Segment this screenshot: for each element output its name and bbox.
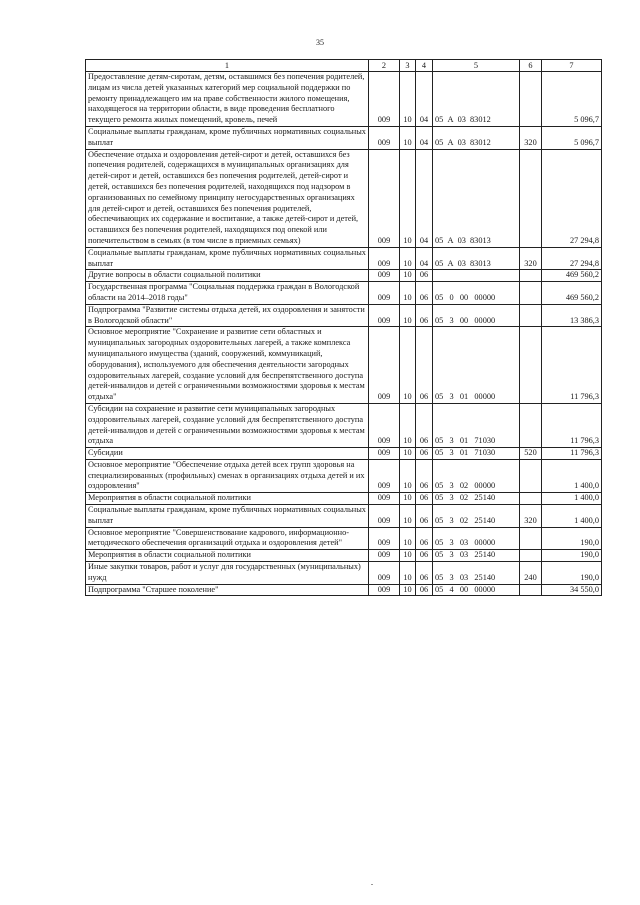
- row-amount: 469 560,2: [542, 270, 602, 282]
- header-col-7: 7: [542, 60, 602, 72]
- row-expense-type: [520, 550, 542, 562]
- row-subsection: 06: [416, 459, 433, 492]
- row-target-article: 05 3 03 25140: [433, 562, 520, 585]
- row-section: 10: [400, 584, 416, 596]
- row-target-article: 05 3 03 00000: [433, 527, 520, 550]
- row-name: Иные закупки товаров, работ и услуг для государственных (муниципальных) нужд: [86, 562, 369, 585]
- row-amount: 11 796,3: [542, 403, 602, 447]
- row-expense-type: [520, 403, 542, 447]
- row-subsection: 06: [416, 304, 433, 327]
- row-grbs: 009: [369, 270, 400, 282]
- header-col-1: 1: [86, 60, 369, 72]
- row-expense-type: [520, 72, 542, 127]
- table-row: [86, 493, 602, 505]
- row-subsection: 06: [416, 584, 433, 596]
- row-subsection: 06: [416, 282, 433, 305]
- table-row: [86, 282, 602, 305]
- row-grbs: 009: [369, 448, 400, 460]
- row-name: Предоставление детям-сиротам, детям, оставшимся без попечения родителей, лицам из числа детей указанных категорий мер социальной поддержки по ремонту принадлежащего им на праве собственности жилого помещения, находящегося на территории области, в виде проведения бесплатного текущего ремонта жилых помещений, кровель, печей: [86, 72, 369, 127]
- row-grbs: 009: [369, 527, 400, 550]
- table-row: [86, 403, 602, 447]
- row-target-article: 05 3 02 25140: [433, 505, 520, 528]
- row-name: Мероприятия в области социальной политики: [86, 493, 369, 505]
- row-amount: 1 400,0: [542, 505, 602, 528]
- row-subsection: 04: [416, 149, 433, 247]
- row-expense-type: 520: [520, 448, 542, 460]
- row-section: 10: [400, 126, 416, 149]
- row-grbs: 009: [369, 304, 400, 327]
- header-col-4: 4: [416, 60, 433, 72]
- row-amount: 190,0: [542, 562, 602, 585]
- row-section: 10: [400, 72, 416, 127]
- row-section: 10: [400, 327, 416, 404]
- row-subsection: 06: [416, 493, 433, 505]
- row-name: Государственная программа "Социальная поддержка граждан в Вологодской области на 2014–2018 годы": [86, 282, 369, 305]
- row-grbs: 009: [369, 584, 400, 596]
- row-amount: 11 796,3: [542, 448, 602, 460]
- row-section: 10: [400, 247, 416, 270]
- row-amount: 190,0: [542, 550, 602, 562]
- row-amount: 1 400,0: [542, 459, 602, 492]
- row-name: Социальные выплаты гражданам, кроме публичных нормативных социальных выплат: [86, 505, 369, 528]
- row-amount: 469 560,2: [542, 282, 602, 305]
- row-amount: 5 096,7: [542, 72, 602, 127]
- row-name: Другие вопросы в области социальной политики: [86, 270, 369, 282]
- row-target-article: 05 А 03 83013: [433, 149, 520, 247]
- row-target-article: 05 3 01 00000: [433, 327, 520, 404]
- row-grbs: 009: [369, 550, 400, 562]
- row-expense-type: [520, 584, 542, 596]
- row-grbs: 009: [369, 72, 400, 127]
- row-expense-type: 320: [520, 505, 542, 528]
- row-target-article: 05 3 01 71030: [433, 448, 520, 460]
- row-subsection: 06: [416, 403, 433, 447]
- row-amount: 11 796,3: [542, 327, 602, 404]
- row-subsection: 06: [416, 327, 433, 404]
- row-target-article: 05 4 00 00000: [433, 584, 520, 596]
- row-target-article: [433, 270, 520, 282]
- row-grbs: 009: [369, 149, 400, 247]
- row-name: Основное мероприятие "Совершенствование кадрового, информационно-методического обеспечения организаций отдыха и оздоровления детей": [86, 527, 369, 550]
- row-name: Социальные выплаты гражданам, кроме публичных нормативных социальных выплат: [86, 247, 369, 270]
- row-target-article: 05 3 03 25140: [433, 550, 520, 562]
- row-target-article: 05 А 03 83012: [433, 126, 520, 149]
- row-amount: 1 400,0: [542, 493, 602, 505]
- table-header-row: [86, 60, 602, 72]
- row-grbs: 009: [369, 493, 400, 505]
- scan-speck: [371, 884, 373, 885]
- row-target-article: 05 3 01 71030: [433, 403, 520, 447]
- table-row: [86, 270, 602, 282]
- table-row: [86, 448, 602, 460]
- table-row: [86, 304, 602, 327]
- row-subsection: 06: [416, 270, 433, 282]
- table-row: [86, 247, 602, 270]
- row-amount: 5 096,7: [542, 126, 602, 149]
- budget-table: [85, 59, 602, 596]
- row-name: Субсидии: [86, 448, 369, 460]
- row-section: 10: [400, 527, 416, 550]
- row-amount: 27 294,8: [542, 247, 602, 270]
- row-subsection: 06: [416, 505, 433, 528]
- row-section: 10: [400, 459, 416, 492]
- row-grbs: 009: [369, 505, 400, 528]
- row-expense-type: [520, 282, 542, 305]
- row-name: Мероприятия в области социальной политики: [86, 550, 369, 562]
- table-row: [86, 562, 602, 585]
- table-row: [86, 550, 602, 562]
- row-expense-type: 240: [520, 562, 542, 585]
- row-grbs: 009: [369, 247, 400, 270]
- row-name: Подпрограмма "Старшее поколение": [86, 584, 369, 596]
- table-row: [86, 584, 602, 596]
- row-target-article: 05 А 03 83012: [433, 72, 520, 127]
- row-subsection: 06: [416, 550, 433, 562]
- row-name: Социальные выплаты гражданам, кроме публичных нормативных социальных выплат: [86, 126, 369, 149]
- row-expense-type: [520, 493, 542, 505]
- row-amount: 34 550,0: [542, 584, 602, 596]
- row-grbs: 009: [369, 562, 400, 585]
- table-row: [86, 149, 602, 247]
- header-col-3: 3: [400, 60, 416, 72]
- table-row: [86, 527, 602, 550]
- row-subsection: 06: [416, 562, 433, 585]
- row-section: 10: [400, 270, 416, 282]
- row-expense-type: [520, 327, 542, 404]
- row-name: Основное мероприятие "Сохранение и развитие сети областных и муниципальных загородных оздоровительных лагерей, а также комплекса муниципального имущества (зданий, сооружений, коммуникаций, оборудования), используемого для обеспечения деятельности загородных оздоровительных лагерей, создание условий для беспрепятственного доступа детей-инвалидов и детей с ограниченными возможностями здоровья к местам отдыха": [86, 327, 369, 404]
- row-target-article: 05 А 03 83013: [433, 247, 520, 270]
- row-section: 10: [400, 493, 416, 505]
- row-subsection: 06: [416, 527, 433, 550]
- row-name: Субсидии на сохранение и развитие сети муниципальных загородных оздоровительных лагерей, создание условий для беспрепятственного доступа детей-инвалидов и детей с ограниченными возможностями здоровья к местам отдыха: [86, 403, 369, 447]
- header-col-6: 6: [520, 60, 542, 72]
- row-section: 10: [400, 505, 416, 528]
- row-target-article: 05 3 00 00000: [433, 304, 520, 327]
- row-amount: 27 294,8: [542, 149, 602, 247]
- row-grbs: 009: [369, 327, 400, 404]
- row-grbs: 009: [369, 126, 400, 149]
- table-row: [86, 459, 602, 492]
- row-grbs: 009: [369, 459, 400, 492]
- header-col-5: 5: [433, 60, 520, 72]
- row-subsection: 06: [416, 448, 433, 460]
- row-name: Обеспечение отдыха и оздоровления детей-сирот и детей, оставшихся без попечения родителей, содержащихся в муниципальных организациях для детей-сирот и детей, оставшихся без попечения родителей, детей-сирот и детей, оставшихся без попечения родителей, находящихся под надзором в организованных по семейному принципу негосударственных организациях для детей-сирот и детей, оставшихся без попечения родителей, обеспечивающих их содержание и воспитание, а также детей-сирот и детей, оставшихся без попечения родителей, находящихся под опекой или попечительством в семьях (в том числе в приемных семьях): [86, 149, 369, 247]
- row-section: 10: [400, 550, 416, 562]
- row-subsection: 04: [416, 72, 433, 127]
- row-expense-type: [520, 149, 542, 247]
- table-row: [86, 72, 602, 127]
- row-target-article: 05 3 02 25140: [433, 493, 520, 505]
- table-row: [86, 327, 602, 404]
- row-name: Основное мероприятие "Обеспечение отдыха детей всех групп здоровья на специализированных (профильных) сменах в организациях отдыха детей и их оздоровления": [86, 459, 369, 492]
- row-subsection: 04: [416, 247, 433, 270]
- row-section: 10: [400, 562, 416, 585]
- row-section: 10: [400, 282, 416, 305]
- row-section: 10: [400, 403, 416, 447]
- row-section: 10: [400, 304, 416, 327]
- row-expense-type: [520, 527, 542, 550]
- row-section: 10: [400, 448, 416, 460]
- table-row: [86, 126, 602, 149]
- row-target-article: 05 3 02 00000: [433, 459, 520, 492]
- row-grbs: 009: [369, 282, 400, 305]
- table-row: [86, 505, 602, 528]
- row-name: Подпрограмма "Развитие системы отдыха детей, их оздоровления и занятости в Вологодской области": [86, 304, 369, 327]
- row-expense-type: 320: [520, 247, 542, 270]
- row-amount: 13 386,3: [542, 304, 602, 327]
- row-expense-type: 320: [520, 126, 542, 149]
- row-subsection: 04: [416, 126, 433, 149]
- row-target-article: 05 0 00 00000: [433, 282, 520, 305]
- row-section: 10: [400, 149, 416, 247]
- row-grbs: 009: [369, 403, 400, 447]
- row-expense-type: [520, 304, 542, 327]
- row-amount: 190,0: [542, 527, 602, 550]
- header-col-2: 2: [369, 60, 400, 72]
- row-expense-type: [520, 459, 542, 492]
- page-number: 35: [316, 38, 324, 47]
- row-expense-type: [520, 270, 542, 282]
